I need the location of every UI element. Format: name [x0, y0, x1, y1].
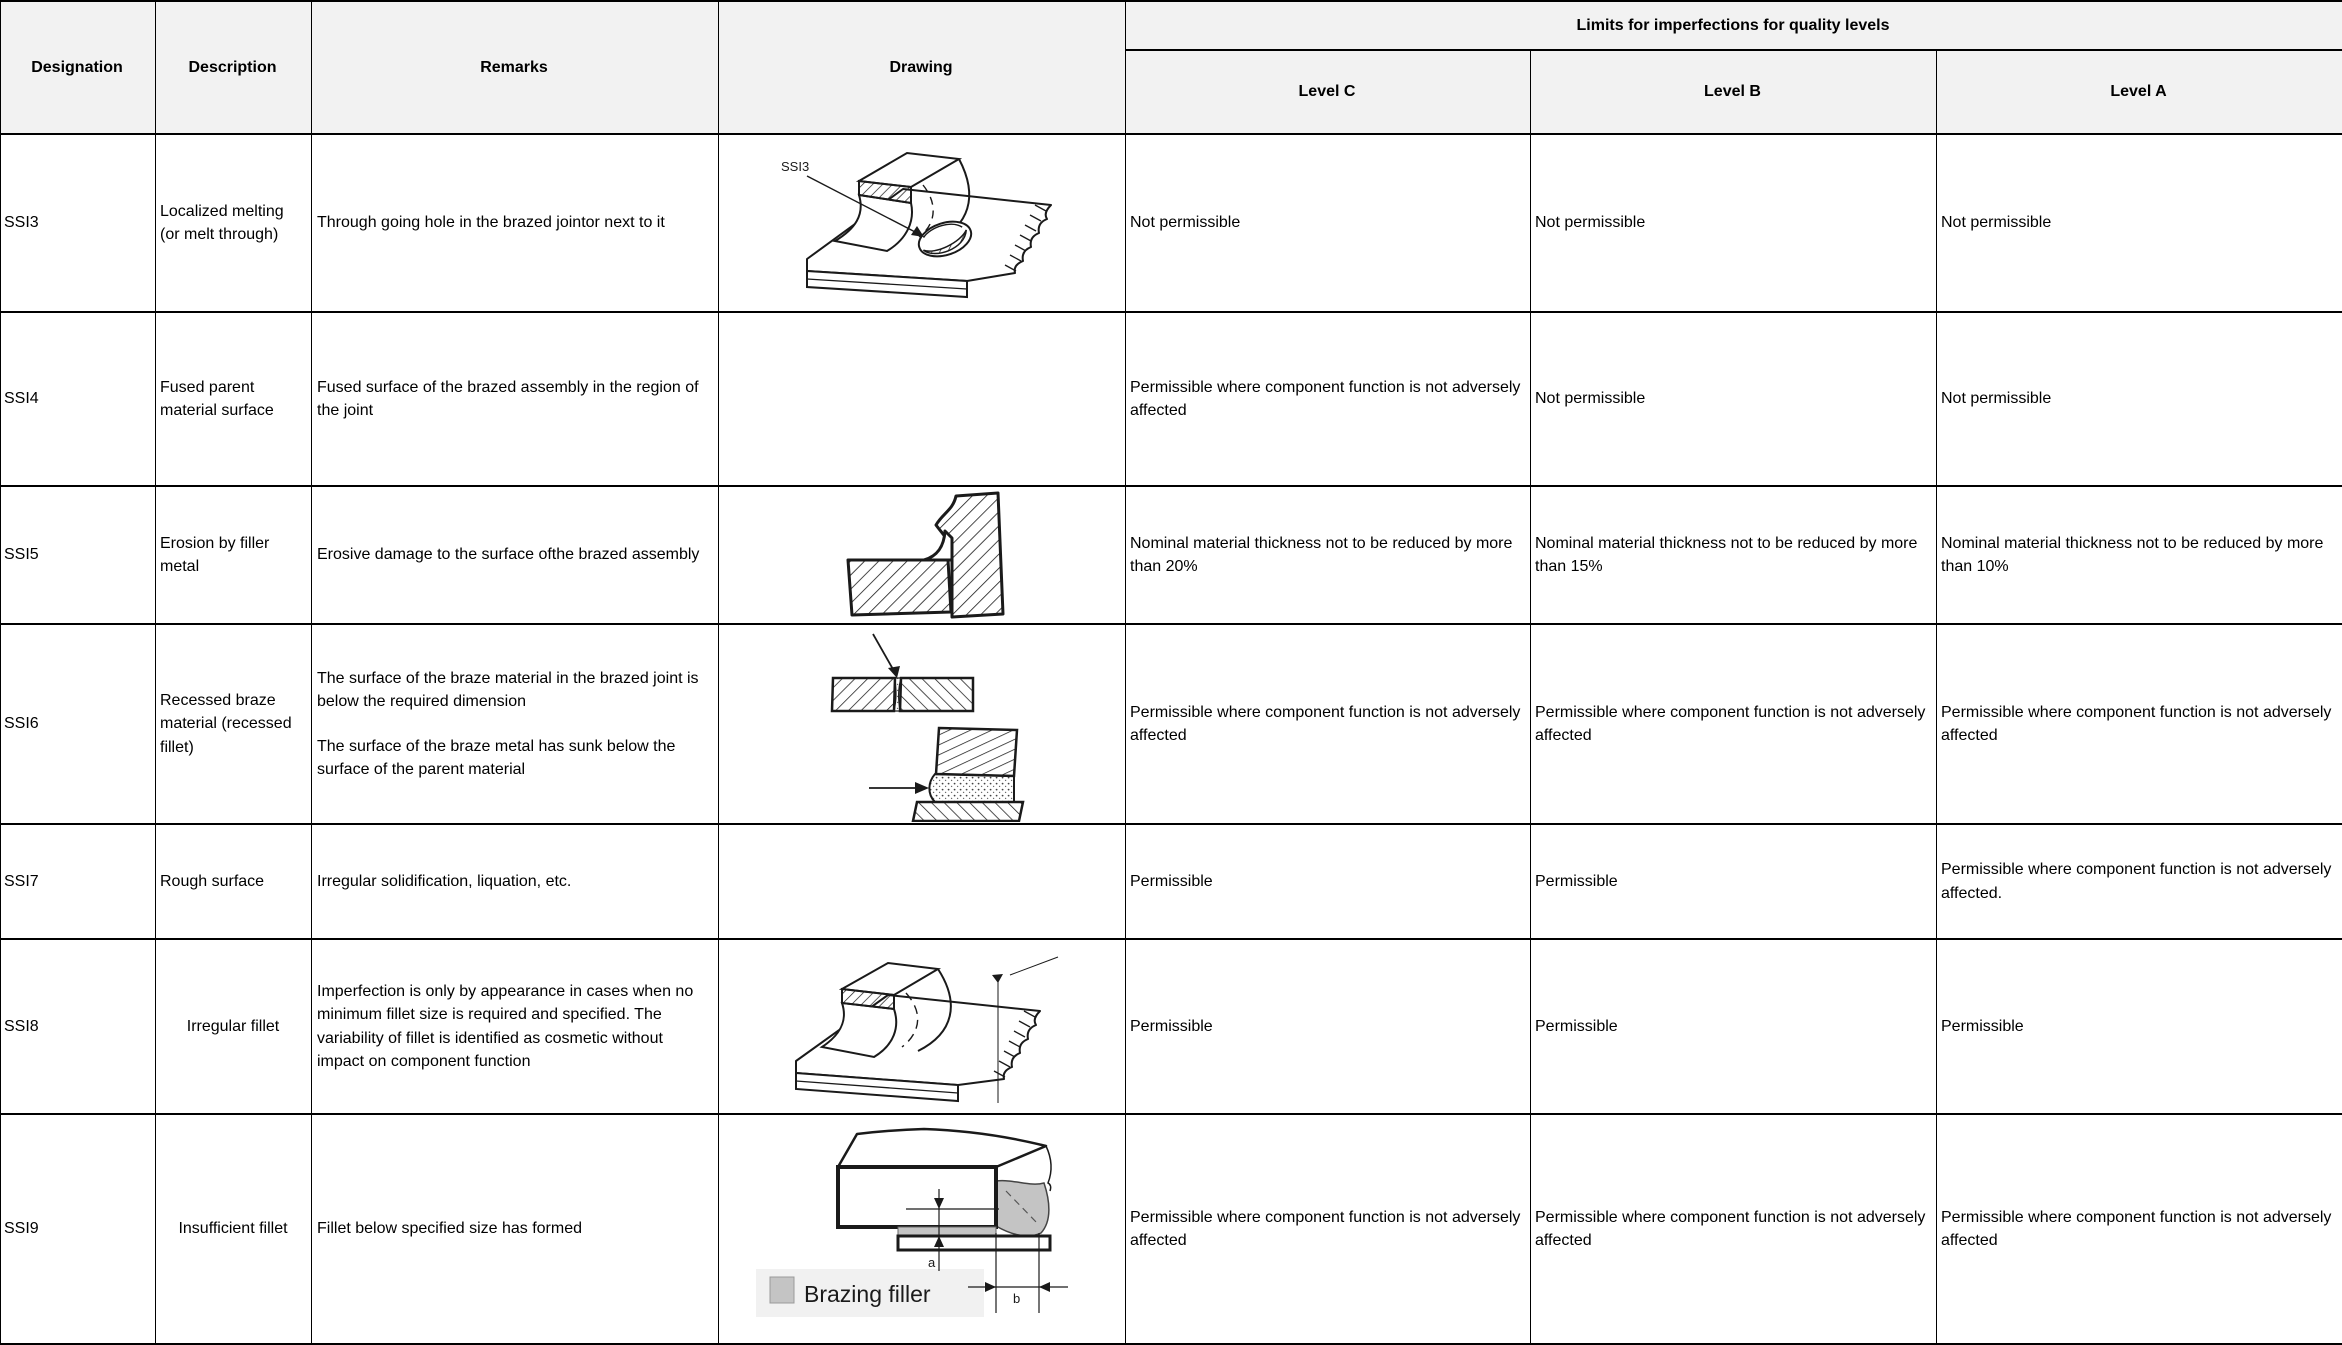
- description-cell: Recessed braze material (recessed fillet): [156, 624, 312, 824]
- level-a-cell: Permissible where component function is not adversely affected.: [1937, 824, 2342, 939]
- description-cell: Rough surface: [156, 824, 312, 939]
- level-c-cell: Permissible where component function is not adversely affected: [1126, 1114, 1531, 1344]
- ssi8-irregular-fillet-drawing: [762, 945, 1082, 1109]
- level-a-cell: Permissible where component function is not adversely affected: [1937, 1114, 2342, 1344]
- header-level-c: Level C: [1126, 50, 1531, 134]
- description-cell: Irregular fillet: [156, 939, 312, 1114]
- header-remarks: Remarks: [312, 1, 719, 134]
- level-c-cell: Not permissible: [1126, 134, 1531, 312]
- header-row-group: [1, 1, 2342, 50]
- table-row: [1, 486, 2342, 624]
- level-c-cell: Nominal material thickness not to be reduced by more than 20%: [1126, 486, 1531, 624]
- level-c-cell: Permissible where component function is not adversely affected: [1126, 312, 1531, 486]
- ssi9-dim-b-label: b: [1013, 1291, 1020, 1306]
- description-cell: Localized melting (or melt through): [156, 134, 312, 312]
- remarks-cell: [312, 624, 719, 824]
- level-b-cell: Permissible: [1531, 939, 1937, 1114]
- header-level-a: Level A: [1937, 50, 2342, 134]
- remarks-paragraph: The surface of the braze metal has sunk below the surface of the parent material: [317, 735, 713, 781]
- level-b-cell: Permissible where component function is not adversely affected: [1531, 1114, 1937, 1344]
- designation-cell: SSI7: [1, 824, 156, 939]
- ssi9-dim-b-arrow-left: [1039, 1282, 1050, 1292]
- table-header: [1, 1, 2342, 134]
- drawing-cell-empty: [719, 312, 1126, 486]
- designation-cell: SSI9: [1, 1114, 156, 1344]
- level-c-cell: Permissible: [1126, 939, 1531, 1114]
- ssi5-erosion-drawing: [822, 490, 1022, 620]
- level-b-cell: Not permissible: [1531, 312, 1937, 486]
- remarks-cell: Imperfection is only by appearance in cases when no minimum fillet size is required and specified. The variability of fillet is identified as cosmetic without impact on component function: [312, 939, 719, 1114]
- level-a-cell: Permissible: [1937, 939, 2342, 1114]
- remarks-cell: Fillet below specified size has formed: [312, 1114, 719, 1344]
- ssi6-arrow-down: [888, 666, 900, 678]
- description-cell: Insufficient fillet: [156, 1114, 312, 1344]
- table-row: [1, 312, 2342, 486]
- remarks-cell: Irregular solidification, liquation, etc.: [312, 824, 719, 939]
- header-drawing: Drawing: [719, 1, 1126, 134]
- designation-cell: SSI8: [1, 939, 156, 1114]
- level-a-cell: Not permissible: [1937, 134, 2342, 312]
- level-b-cell: Permissible: [1531, 824, 1937, 939]
- brazing-filler-legend-swatch: [770, 1277, 794, 1303]
- drawing-cell-empty: [719, 824, 1126, 939]
- level-a-cell: Permissible where component function is not adversely affected: [1937, 624, 2342, 824]
- remarks-cell: Fused surface of the brazed assembly in the region of the joint: [312, 312, 719, 486]
- ssi8-pointer: [992, 974, 1003, 983]
- designation-cell: SSI5: [1, 486, 156, 624]
- description-cell: Fused parent material surface: [156, 312, 312, 486]
- designation-cell: SSI6: [1, 624, 156, 824]
- level-b-cell: Permissible where component function is not adversely affected: [1531, 624, 1937, 824]
- drawing-cell: [719, 624, 1126, 824]
- designation-cell: SSI4: [1, 312, 156, 486]
- header-description: Description: [156, 1, 312, 134]
- designation-cell: SSI3: [1, 134, 156, 312]
- level-a-cell: Not permissible: [1937, 312, 2342, 486]
- level-c-cell: Permissible: [1126, 824, 1531, 939]
- ssi9-dim-a-label: a: [928, 1255, 936, 1270]
- ssi9-insufficient-fillet-drawing: [756, 1121, 1088, 1317]
- level-c-cell: Permissible where component function is not adversely affected: [1126, 624, 1531, 824]
- ssi6-recessed-braze-drawing: [767, 626, 1077, 822]
- description-cell: Erosion by filler metal: [156, 486, 312, 624]
- remarks-cell: Through going hole in the brazed jointor next to it: [312, 134, 719, 312]
- remarks-cell: Erosive damage to the surface ofthe brazed assembly: [312, 486, 719, 624]
- header-level-b: Level B: [1531, 50, 1937, 134]
- ssi3-callout-label: SSI3: [781, 159, 809, 174]
- remarks-paragraph: The surface of the braze material in the brazed joint is below the required dimension: [317, 667, 713, 713]
- table-row: [1, 624, 2342, 824]
- table-row: [1, 134, 2342, 312]
- ssi6-arrow-right: [915, 782, 929, 794]
- header-limits-group: Limits for imperfections for quality levels: [1126, 1, 2342, 50]
- level-b-cell: Not permissible: [1531, 134, 1937, 312]
- level-b-cell: Nominal material thickness not to be reduced by more than 15%: [1531, 486, 1937, 624]
- drawing-cell: [719, 134, 1126, 312]
- ssi9-dim-b-arrow-right: [985, 1282, 996, 1292]
- table-row: [1, 939, 2342, 1114]
- ssi3-melt-through-drawing: [767, 141, 1077, 305]
- brazing-filler-legend-label: Brazing filler: [804, 1281, 931, 1307]
- level-a-cell: Nominal material thickness not to be reduced by more than 10%: [1937, 486, 2342, 624]
- header-designation: Designation: [1, 1, 156, 134]
- drawing-cell: [719, 939, 1126, 1114]
- drawing-cell: [719, 486, 1126, 624]
- table-row: [1, 824, 2342, 939]
